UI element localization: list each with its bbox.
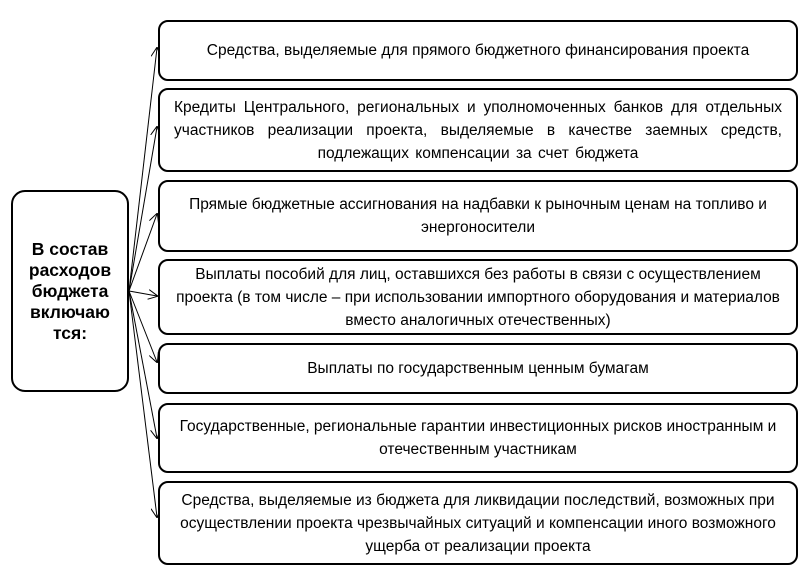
arrow-to-item-4	[129, 291, 157, 296]
root-node-box	[11, 190, 129, 392]
arrow-to-item-2	[129, 127, 157, 291]
arrow-to-item-5	[129, 291, 157, 362]
expense-item-box	[158, 88, 798, 172]
expense-item-box	[158, 20, 798, 81]
arrow-to-item-3	[129, 214, 157, 291]
arrow-to-item-1	[129, 48, 157, 291]
expense-item-box	[158, 180, 798, 252]
expense-item-text: Средства, выделяемые для прямого бюджетного финансирования проекта	[206, 42, 750, 59]
expense-item-text: Прямые бюджетные ассигнования на надбавки к рыночным ценам на топливо и энергоносители	[189, 196, 767, 236]
expense-item-text: Кредиты Центрального, региональных и уполномоченных банков для отдельных участников реализации проекта, выделяемые в качестве заемных средств, подлежащих компенсации за счет бюджета	[174, 98, 782, 162]
expense-item-box	[158, 403, 798, 473]
expense-item-text: Государственные, региональные гарантии инвестиционных рисков иностранным и отечественным участникам	[179, 418, 777, 458]
arrow-to-item-6	[129, 291, 157, 438]
expense-item-box	[158, 343, 798, 394]
expense-item-box	[158, 481, 798, 565]
expense-item-text: Средства, выделяемые из бюджета для ликвидации последствий, возможных при осуществлении проекта чрезвычайных ситуаций и компенсации иного возможного ущерба от реализации проекта	[180, 491, 776, 555]
expense-item-text: Выплаты пособий для лиц, оставшихся без работы в связи с осуществлением проекта (в том числе – при использовании импортного оборудования и материалов вместо аналогичных отечественных)	[176, 265, 780, 329]
arrow-to-item-7	[129, 291, 157, 517]
expense-item-text: Выплаты по государственным ценным бумагам	[307, 360, 649, 377]
expense-item-box	[158, 259, 798, 335]
root-node-label: В состав расходов бюджета включаю тся:	[28, 238, 112, 343]
